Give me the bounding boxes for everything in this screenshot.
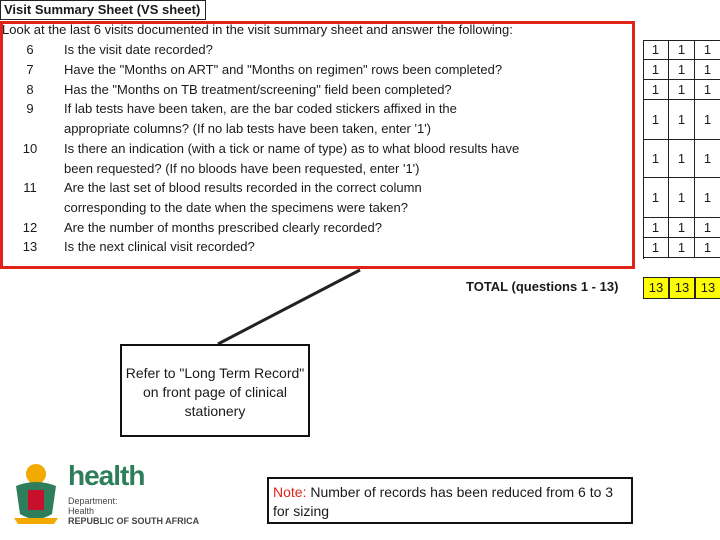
score-cell: 1	[669, 218, 695, 238]
logo-word: health	[68, 460, 145, 491]
score-cell: 1	[669, 140, 695, 178]
instruction-text: Look at the last 6 visits documented in the visit summary sheet and answer the following:	[2, 22, 513, 37]
score-cell: 1	[643, 140, 669, 178]
logo-line: Department:	[68, 496, 118, 506]
total-cell: 13	[669, 277, 695, 299]
score-cell: 1	[643, 40, 669, 60]
question-text: Is the visit date recorded?	[64, 42, 213, 57]
question-text: Is there an indication (with a tick or name of type) as to what blood results have been requested? (If no bloods have been requested, enter '1')	[64, 141, 520, 176]
question-text: Has the "Months on TB treatment/screening" field been completed?	[64, 82, 452, 97]
note-label: Note:	[273, 484, 307, 500]
question-text: Are the number of months prescribed clearly recorded?	[64, 220, 382, 235]
question-number: 10	[22, 141, 38, 156]
logo-line: Health	[68, 506, 95, 516]
score-cell: 1	[643, 100, 669, 140]
question-text: If lab tests have been taken, are the bar coded stickers affixed in the appropriate columns? (If no lab tests have been taken, enter '1')	[64, 101, 457, 136]
score-cell: 1	[669, 178, 695, 218]
total-cell: 13	[695, 277, 720, 299]
question-number: 13	[22, 239, 38, 254]
question-number: 12	[22, 220, 38, 235]
total-cell: 13	[643, 277, 669, 299]
question-text: Is the next clinical visit recorded?	[64, 239, 255, 254]
health-logo	[10, 460, 210, 530]
note-text: Number of records has been reduced from 6 to 3 for sizing	[273, 484, 614, 519]
score-cell: 1	[643, 238, 669, 258]
score-cell: 1	[669, 80, 695, 100]
question-number: 7	[26, 62, 34, 77]
score-cell: 1	[695, 140, 720, 178]
score-cell: 1	[669, 40, 695, 60]
question-text: Are the last set of blood results recorded in the correct column corresponding to the date when the specimens were taken?	[64, 180, 422, 215]
note-box	[267, 477, 633, 524]
score-cell: 1	[669, 60, 695, 80]
score-cell: 1	[643, 80, 669, 100]
score-cell: 1	[695, 238, 720, 258]
logo-line: REPUBLIC OF SOUTH AFRICA	[68, 516, 200, 526]
score-cell: 1	[695, 80, 720, 100]
score-cell: 1	[695, 100, 720, 140]
coat-of-arms-icon	[10, 460, 62, 526]
question-number: 9	[26, 101, 34, 116]
score-cell: 1	[695, 40, 720, 60]
score-cell: 1	[669, 100, 695, 140]
score-cell: 1	[695, 218, 720, 238]
score-cell: 1	[643, 218, 669, 238]
callout-box: Refer to "Long Term Record" on front page of clinical stationery	[120, 344, 310, 437]
score-cell: 1	[643, 60, 669, 80]
question-number: 11	[23, 180, 37, 195]
total-label: TOTAL (questions 1 - 13)	[466, 279, 619, 294]
question-text: Have the "Months on ART" and "Months on regimen" rows been completed?	[64, 62, 503, 77]
question-number: 6	[26, 42, 34, 57]
sheet-title: Visit Summary Sheet (VS sheet)	[0, 0, 206, 20]
score-cell: 1	[643, 178, 669, 218]
question-number: 8	[26, 82, 34, 97]
score-cell: 1	[669, 238, 695, 258]
score-cell: 1	[695, 178, 720, 218]
score-cell: 1	[695, 60, 720, 80]
